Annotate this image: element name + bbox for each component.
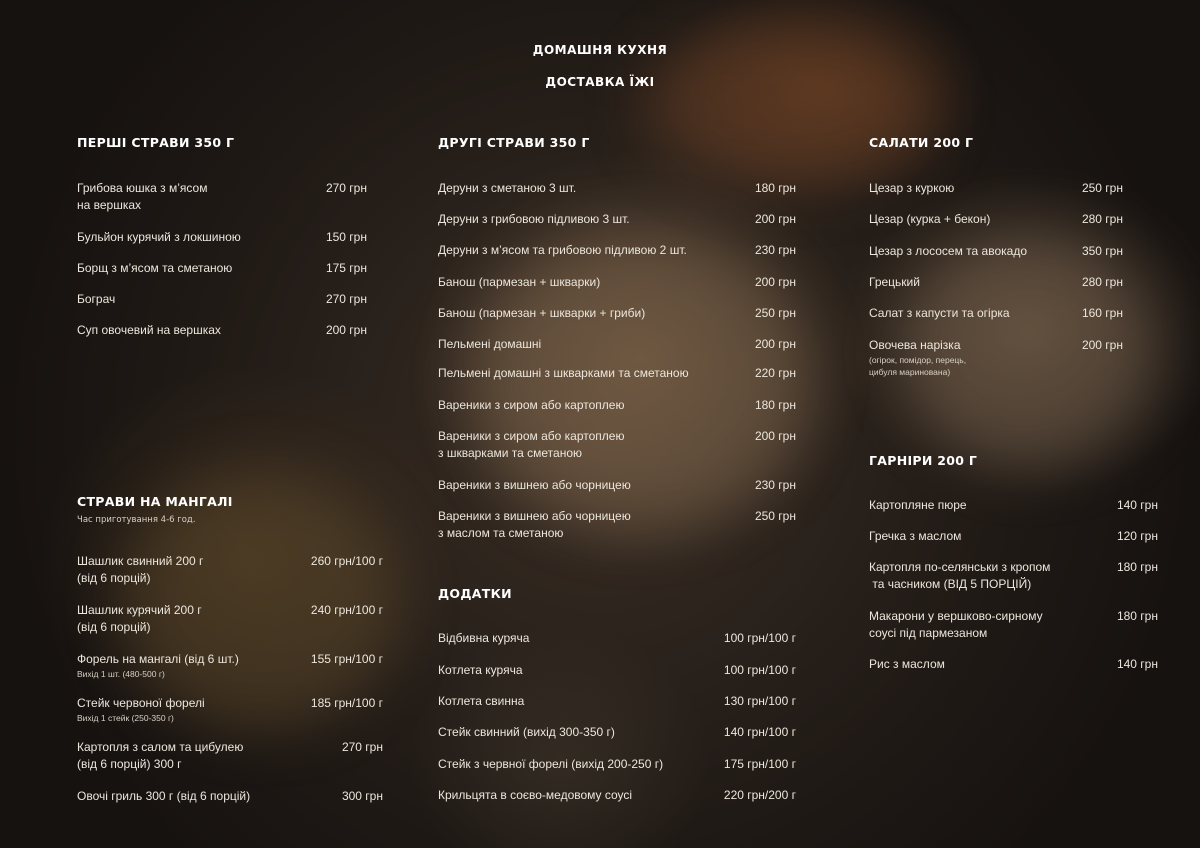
section-title: ГАРНІРИ 200 Г — [869, 453, 978, 468]
item-name: Картопля по-селянськи з кропом та часником (ВІД 5 ПОРЦІЙ) — [869, 560, 1051, 591]
item-name: Овочева нарізка — [869, 338, 961, 352]
item-price: 230 грн — [754, 478, 796, 492]
item-name: Банош (пармезан + шкварки) — [438, 275, 601, 289]
item-price: 180 грн — [1116, 609, 1158, 623]
item-name: Вареники з вишнею або чорницею — [438, 478, 631, 492]
item-name: Шашлик курячий 200 г (від 6 порцій) — [77, 603, 202, 634]
section-title: ПЕРШІ СТРАВИ 350 Г — [77, 135, 235, 150]
item-price: 130 грн/100 г — [723, 694, 796, 708]
item-price: 180 грн — [754, 398, 796, 412]
section-title: САЛАТИ 200 Г — [869, 135, 974, 150]
item-price: 200 грн — [325, 323, 367, 337]
item-name: Форель на мангалі (від 6 шт.) — [77, 652, 239, 666]
item-price: 200 грн — [754, 212, 796, 226]
item-price: 220 грн — [754, 366, 796, 380]
item-price: 140 грн/100 г — [723, 725, 796, 739]
item-name: Рис з маслом — [869, 657, 945, 671]
item-price: 350 грн — [1081, 244, 1123, 258]
item-price: 260 грн/100 г — [310, 554, 383, 568]
item-name: Овочі гриль 300 г (від 6 порцій) — [77, 789, 251, 803]
item-price: 180 грн — [754, 181, 796, 195]
item-price: 140 грн — [1116, 498, 1158, 512]
item-name: Деруни з сметаною 3 шт. — [438, 181, 577, 195]
item-price: 100 грн/100 г — [723, 663, 796, 677]
item-price: 175 грн/100 г — [723, 757, 796, 771]
item-name: Цезар з лососем та авокадо — [869, 244, 1028, 258]
item-name: Котлета свинна — [438, 694, 525, 708]
item-name: Пельмені домашні — [438, 337, 542, 351]
item-name: Банош (пармезан + шкварки + гриби) — [438, 306, 646, 320]
item-name: Стейк свинний (вихід 300-350 г) — [438, 725, 615, 739]
item-name: Салат з капусти та огірка — [869, 306, 1010, 320]
page-subtitle: ДОСТАВКА ЇЖІ — [545, 75, 655, 89]
item-price: 220 грн/200 г — [723, 788, 796, 802]
item-price: 200 грн — [754, 337, 796, 351]
item-name: Гречка з маслом — [869, 529, 962, 543]
item-name: Картопля з салом та цибулею (від 6 порцій) 300 г — [77, 740, 244, 771]
item-name: Пельмені домашні з шкварками та сметаною — [438, 366, 689, 380]
item-note: Вихід 1 шт. (480-500 г) — [77, 669, 165, 679]
item-price: 100 грн/100 г — [723, 631, 796, 645]
item-name: Стейк з червної форелі (вихід 200-250 г) — [438, 757, 664, 771]
item-name: Відбивна куряча — [438, 631, 530, 645]
item-name: Цезар (курка + бекон) — [869, 212, 991, 226]
item-price: 300 грн — [341, 789, 383, 803]
item-price: 280 грн — [1081, 212, 1123, 226]
item-price: 200 грн — [754, 429, 796, 443]
item-price: 120 грн — [1116, 529, 1158, 543]
item-note: Вихід 1 стейк (250-350 г) — [77, 713, 174, 723]
item-price: 230 грн — [754, 243, 796, 257]
item-name: Крильцята в соєво-медовому соусі — [438, 788, 633, 802]
item-price: 180 грн — [1116, 560, 1158, 574]
background-blur — [120, 470, 400, 730]
item-name: Деруни з м’ясом та грибовою підливою 2 шт. — [438, 243, 687, 257]
page-title: ДОМАШНЯ КУХНЯ — [532, 43, 668, 57]
item-price: 270 грн — [341, 740, 383, 754]
item-price: 200 грн — [754, 275, 796, 289]
item-name: Картопляне пюре — [869, 498, 967, 512]
item-price: 140 грн — [1116, 657, 1158, 671]
item-price: 250 грн — [754, 306, 796, 320]
item-name: Цезар з куркою — [869, 181, 955, 195]
section-title: СТРАВИ НА МАНГАЛІ — [77, 494, 233, 509]
item-name: Стейк червоної форелі — [77, 696, 205, 710]
item-name: Грецький — [869, 275, 920, 289]
item-price: 240 грн/100 г — [310, 603, 383, 617]
item-name: Бограч — [77, 292, 116, 306]
item-note: (огірок, помідор, перець, цибуля маринована) — [869, 355, 967, 377]
item-name: Суп овочевий на вершках — [77, 323, 221, 337]
item-price: 280 грн — [1081, 275, 1123, 289]
section-title: ДОДАТКИ — [438, 586, 512, 601]
item-price: 155 грн/100 г — [310, 652, 383, 666]
item-price: 250 грн — [1081, 181, 1123, 195]
item-name: Грибова юшка з м’ясом на вершках — [77, 181, 208, 212]
item-price: 150 грн — [325, 230, 367, 244]
item-price: 185 грн/100 г — [310, 696, 383, 710]
item-name: Шашлик свинний 200 г (від 6 порцій) — [77, 554, 204, 585]
item-name: Борщ з м’ясом та сметаною — [77, 261, 233, 275]
item-price: 270 грн — [325, 181, 367, 195]
item-price: 250 грн — [754, 509, 796, 523]
item-name: Котлета куряча — [438, 663, 523, 677]
item-price: 200 грн — [1081, 338, 1123, 352]
item-price: 160 грн — [1081, 306, 1123, 320]
item-name: Макарони у вершково-сирному соусі під пармезаном — [869, 609, 1043, 640]
item-name: Вареники з сиром або картоплею з шкварками та сметаною — [438, 429, 625, 460]
section-note: Час приготування 4-6 год. — [77, 515, 196, 525]
section-title: ДРУГІ СТРАВИ 350 Г — [438, 135, 590, 150]
item-name: Вареники з сиром або картоплею — [438, 398, 625, 412]
item-price: 270 грн — [325, 292, 367, 306]
item-name: Бульйон курячий з локшиною — [77, 230, 241, 244]
item-name: Вареники з вишнею або чорницею з маслом та сметаною — [438, 509, 631, 540]
item-price: 175 грн — [325, 261, 367, 275]
item-name: Деруни з грибовою підливою 3 шт. — [438, 212, 630, 226]
